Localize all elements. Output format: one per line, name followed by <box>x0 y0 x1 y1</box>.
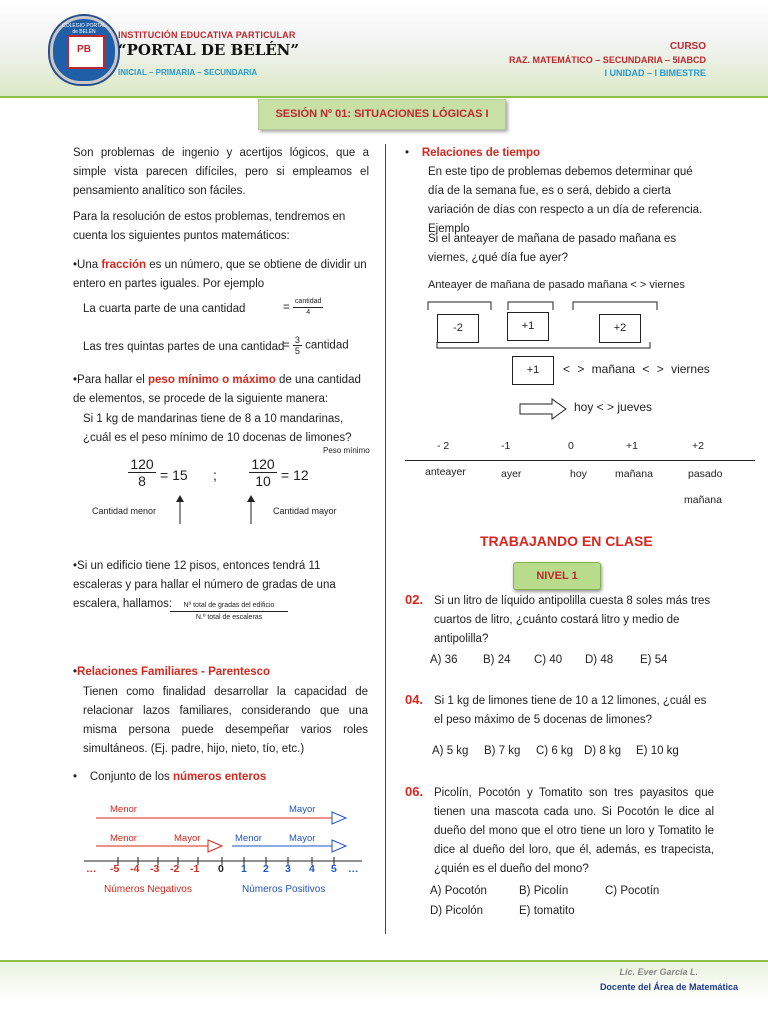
int-label: … <box>348 863 359 875</box>
bullet-icon: • <box>73 259 78 271</box>
option: D) 48 <box>585 654 614 666</box>
option: D) Picolón <box>430 905 484 917</box>
question-text: Si un litro de líquido antipolilla cuesta 8 soles más tres cuartos de litro, ¿cuánto costará litro y medio de antipolilla? <box>434 595 711 645</box>
footer-author: Lic. Ever García L. <box>619 967 698 977</box>
int-label: 0 <box>218 863 224 875</box>
familiares-bullet: •Relaciones Familiares - Parentesco <box>73 666 271 678</box>
scale-label: hoy <box>570 468 587 480</box>
nivel-badge: NIVEL 1 <box>513 562 601 590</box>
bullet-icon: • <box>405 147 410 159</box>
option: A) 5 kg <box>432 745 469 757</box>
int-label: 5 <box>331 863 337 875</box>
scale-value: +1 <box>626 440 638 452</box>
option: B) Picolín <box>519 885 569 897</box>
integer-number-line <box>84 808 364 870</box>
edificio-fraction: Nº total de gradas del edificio N.º total de escaleras <box>170 600 288 623</box>
option: B) 24 <box>483 654 511 666</box>
scale-label: ayer <box>501 468 522 480</box>
fraction-2: $\frac{3}{5}$ <box>294 335 300 356</box>
institution-type: INSTITUCIÓN EDUCATIVA PARTICULAR <box>118 30 296 40</box>
int-label: 2 <box>263 863 269 875</box>
bullet-icon: • <box>73 560 78 572</box>
scale-value: +2 <box>692 440 704 452</box>
trabajando-title: TRABAJANDO EN CLASE <box>480 533 653 549</box>
question-number: 04. <box>405 692 424 707</box>
question-text: Si 1 kg de limones tiene de 10 a 12 limones, ¿cuál es el peso máximo de 5 docenas de limones? <box>434 695 707 726</box>
enteros-bullet: • Conjunto de los números enteros <box>73 771 267 783</box>
scale-value: 0 <box>568 440 574 452</box>
bullet-icon: • <box>73 771 78 783</box>
int-label: -2 <box>170 863 180 875</box>
option: C) 6 kg <box>536 745 574 757</box>
footer-divider <box>0 960 768 962</box>
course-period: I UNIDAD – I BIMESTRE <box>604 68 706 78</box>
int-label: -4 <box>130 863 140 875</box>
option: D) 8 kg <box>584 745 622 757</box>
menor-label-pos: Menor <box>235 833 262 844</box>
mayor-label-neg: Mayor <box>174 833 201 844</box>
fraction-example-1-value: = $\frac{\text{cantidad}}{4}$ <box>283 298 322 316</box>
question-number: 02. <box>405 592 424 607</box>
course-name: RAZ. MATEMÁTICO – SECUNDARIA – 5IABCD <box>508 55 706 65</box>
footer-role: Docente del Área de Matemática <box>599 982 738 992</box>
fraction-example-2-value: = $\frac{3}{5}$ cantidad <box>283 335 349 356</box>
option: E) tomatito <box>519 905 575 917</box>
tiempo-text: En este tipo de problemas debemos determinar qué día de la semana fue, es o será, debido a cierta variación de días con respecto a un día de referencia. Ejemplo <box>428 166 703 235</box>
logo-text: COLEGIO PORTAL de BELÉN <box>62 23 106 35</box>
scale-value: - 2 <box>437 440 450 452</box>
positivos-label: Números Positivos <box>242 884 326 895</box>
tiempo-expression: Anteayer de mañana de pasado mañana < > viernes <box>428 279 685 291</box>
scale-label: anteayer <box>425 466 466 478</box>
option: E) 10 kg <box>636 745 679 757</box>
scale-label: pasado <box>688 468 723 480</box>
peso-question: Si 1 kg de mandarinas tiene de 8 a 10 mandarinas, ¿cuál es el peso mínimo de 10 docenas de limones? <box>83 413 352 444</box>
option: C) 40 <box>534 654 563 666</box>
peso-bullet: •Para hallar el peso mínimo o máximo de una cantidad de elementos, se procede de la siguiente manera: <box>73 374 361 405</box>
scale-value: -1 <box>501 440 511 452</box>
tiempo-bullet: • Relaciones de tiempo <box>405 147 541 159</box>
equiv-line-2: hoy < > jueves <box>574 400 653 414</box>
session-title: SESIÓN Nº 01: SITUACIONES LÓGICAS I <box>258 99 506 130</box>
box-result: +1 <box>512 356 554 385</box>
school-logo <box>50 16 118 84</box>
mayor-label-top: Mayor <box>289 804 316 815</box>
int-label: -1 <box>190 863 200 875</box>
logo-initials: PB <box>77 44 91 55</box>
calc2-fraction: 120 10 <box>249 456 277 489</box>
cantidad-mayor: Cantidad mayor <box>273 506 337 516</box>
box-plus1: +1 <box>507 312 549 341</box>
calc1-fraction: 120 8 <box>128 456 156 489</box>
peso-term: peso mínimo o máximo <box>148 374 276 386</box>
calc2-result: = 12 <box>281 467 309 483</box>
familiares-text: Tienen como finalidad desarrollar la capacidad de relacionar lazos familiares, considerando que una misma persona puede desempeñar varios roles simultáneos. (Ej. padre, hijo, nieto, tío, etc.) <box>83 686 368 755</box>
option: A) Pocotón <box>430 885 487 897</box>
peso-minimo-label: Peso mínimo <box>323 446 370 455</box>
time-scale <box>405 438 755 518</box>
int-label: -5 <box>110 863 120 875</box>
course-label: CURSO <box>669 41 706 52</box>
scale-label: mañana <box>684 494 722 506</box>
mayor-label-pos: Mayor <box>289 833 316 844</box>
int-label: 1 <box>241 863 247 875</box>
box-plus2: +2 <box>599 314 641 343</box>
question-options <box>430 882 720 922</box>
option: B) 7 kg <box>484 745 521 757</box>
int-label: … <box>86 863 97 875</box>
institution-name: “PORTAL DE BELÉN” <box>118 41 300 59</box>
int-label: -3 <box>150 863 160 875</box>
option: A) 36 <box>430 654 458 666</box>
fraction-term: fracción <box>101 259 147 271</box>
menor-label-neg: Menor <box>110 833 137 844</box>
int-label: 3 <box>285 863 291 875</box>
calc-arrows <box>170 494 270 528</box>
edificio-bullet: •Si un edificio tiene 12 pisos, entonces tendrá 11 escaleras y para hallar el número de gradas de una escalera, hallamos: <box>73 560 336 610</box>
menor-label-top: Menor <box>110 804 137 815</box>
arrow-head-icon <box>176 495 184 502</box>
question-text: Picolín, Pocotón y Tomatito son tres payasitos que tienen una mascota cada uno. Si Pocotón le dice al dueño del mono que el otro tiene un loro y Tomatito le dice al dueño del loro, que él, además, es trapecista, ¿quién es el dueño del mono? <box>434 787 714 875</box>
int-label: 4 <box>309 863 315 875</box>
bullet-icon: • <box>73 666 78 678</box>
intro-paragraph: Son problemas de ingenio y acertijos lógicos, que a simple vista parecen difíciles, pero si empleamos el pensamiento analítico son fáciles. <box>73 147 369 197</box>
equiv-line-1: < > mañana < > viernes <box>563 362 710 376</box>
tiempo-question: Si el anteayer de mañana de pasado mañana es viernes, ¿qué día fue ayer? <box>428 233 677 264</box>
option: C) Pocotín <box>605 885 660 897</box>
bullet-icon: • <box>73 374 78 386</box>
header-divider <box>0 96 768 98</box>
cantidad-menor: Cantidad menor <box>92 506 157 516</box>
box-minus2: -2 <box>437 314 479 343</box>
calc1-result: = 15 <box>160 467 188 483</box>
fraction-bullet: •Una fracción es un número, que se obtiene de dividir un entero en partes iguales. Por ejemplo <box>73 259 367 290</box>
calc-separator: ; <box>213 467 217 483</box>
negativos-label: Números Negativos <box>104 884 192 895</box>
question-number: 06. <box>405 784 424 799</box>
fraction-1: $\frac{\text{cantidad}}{4}$ <box>294 298 322 316</box>
intro-paragraph-2: Para la resolución de estos problemas, tendremos en cuenta los siguientes puntos matemáticos: <box>73 211 346 242</box>
institution-levels: INICIAL – PRIMARIA – SECUNDARIA <box>118 68 258 77</box>
fraction-example-2: Las tres quintas partes de una cantidad <box>83 341 285 353</box>
double-arrow-icon <box>518 398 568 420</box>
option: E) 54 <box>640 654 668 666</box>
fraction-example-1: La cuarta parte de una cantidad <box>83 303 246 315</box>
column-divider <box>385 144 386 934</box>
scale-label: mañana <box>615 468 653 480</box>
arrow-head-icon <box>247 495 255 502</box>
